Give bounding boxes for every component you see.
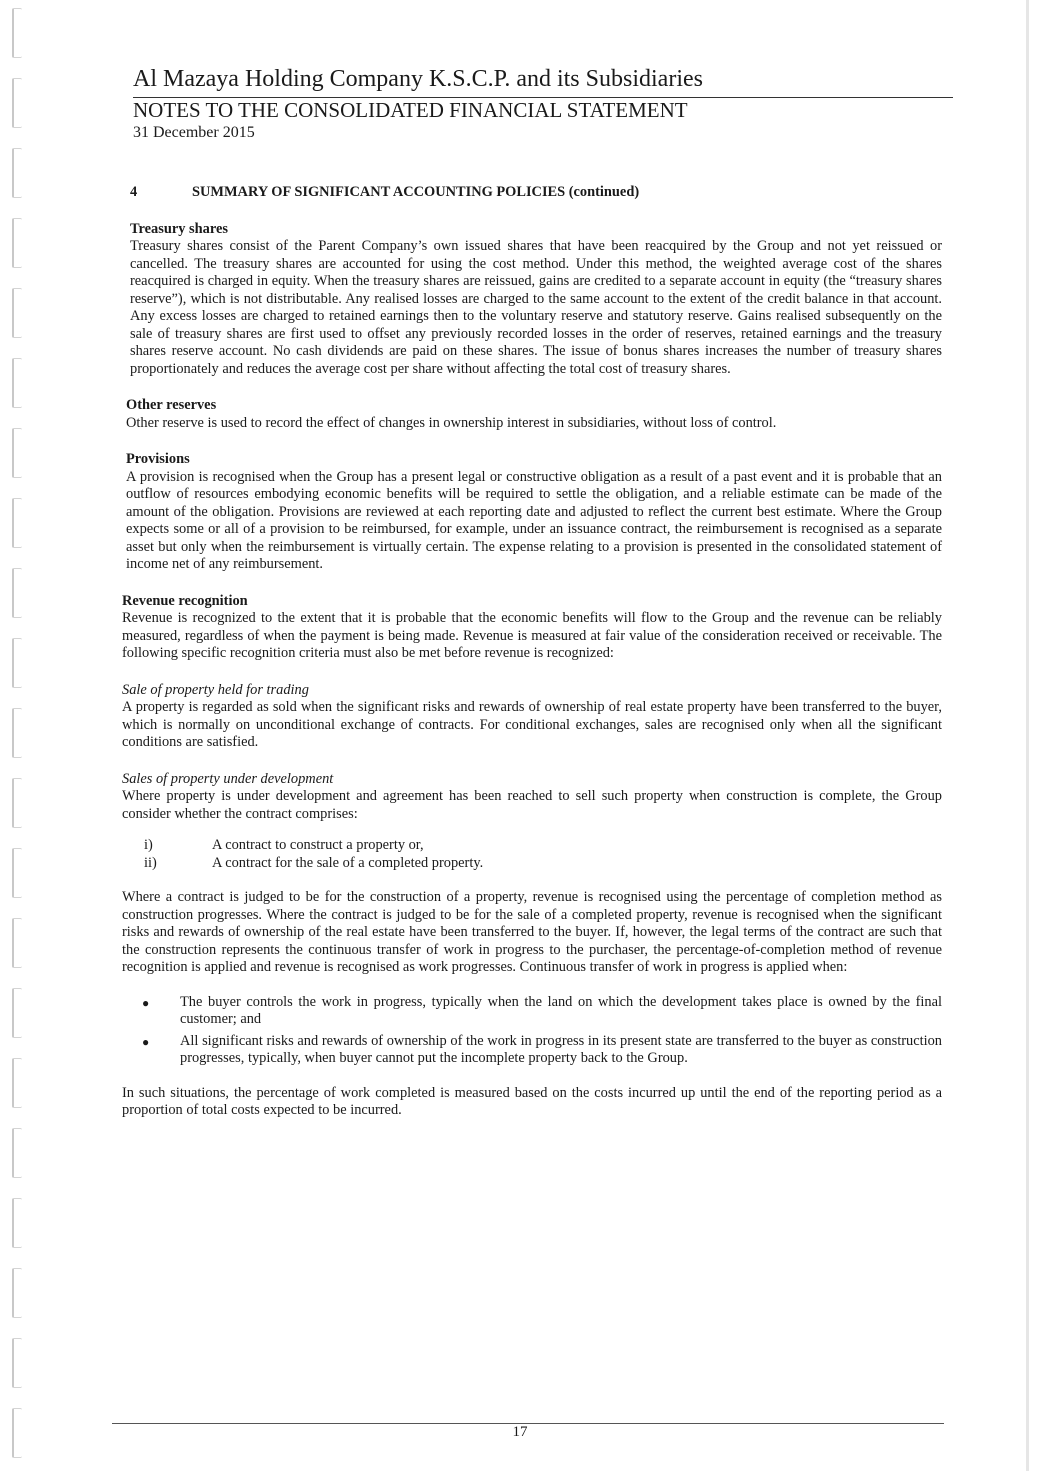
binder-marks	[8, 0, 32, 1471]
sale-trading-text: A property is regarded as sold when the significant risks and rewards of ownership of real estate property have been transferred to the buyer, which is normally on unconditional exchange of contracts. For conditional exchanges, sales are recognised only when all the significant conditions are satisfied.	[122, 699, 942, 750]
revenue-recognition-heading: Revenue recognition	[122, 592, 248, 609]
continuous-transfer-bullets	[142, 994, 942, 1068]
revenue-recognition-text: Revenue is recognized to the extent that it is probable that the economic benefits will flow to the Group and the revenue can be reliably measured, regardless of when the payment is being made. Revenue is measured at fair value of the consideration received or receivable. The following specific recognition criteria must also be met before revenue is recognized:	[122, 610, 942, 661]
bullet-item	[142, 1033, 942, 1068]
list-item-text: A contract for the sale of a completed property.	[212, 854, 484, 871]
bullet-text: All significant risks and rewards of ownership of the work in progress in its present state are transferred to the buyer as construction progresses, typically, when buyer cannot put the incomplete property back to the Group.	[180, 1032, 942, 1066]
bullet-icon: ●	[142, 995, 150, 1010]
page-header	[133, 64, 953, 143]
contract-type-list	[144, 837, 942, 872]
notes-title: NOTES TO THE CONSOLIDATED FINANCIAL STATEMENT	[133, 98, 688, 122]
list-item	[144, 837, 942, 855]
sale-development-text: Where property is under development and agreement has been reached to sell such property when construction is complete, the Group consider whether the contract comprises:	[122, 788, 942, 822]
section-heading	[130, 184, 942, 202]
page-content	[122, 184, 942, 1120]
revenue-recognition-section	[122, 593, 942, 663]
statement-date: 31 December 2015	[133, 124, 255, 141]
provisions-section	[126, 451, 942, 574]
sale-trading-section	[122, 682, 942, 752]
sale-development-section	[122, 771, 942, 1120]
list-item-text: A contract to construct a property or,	[212, 837, 424, 853]
treasury-shares-text: Treasury shares consist of the Parent Company’s own issued shares that have been reacquired by the Group and not yet reissued or cancelled. The treasury shares are accounted for using the cost method. Under this method, the weighted average cost of the shares reacquired is charged in equity. When the treasury shares are reissued, gains are credited to a separate account in equity (the “treasury shares reserve”), which is not distributable. Any realised losses are charged to the same account to the extent of the credit balance in that account. Any excess losses are charged to retained earnings then to the voluntary reserve and statutory reserve. Gains realised subsequently on the sale of treasury shares are first used to offset any previously recorded losses in the order of reserves, retained earnings and the treasury shares reserve account. No cash dividends are paid on these shares. The issue of bonus shares increases the number of treasury shares proportionately and reduces the average cost per share without affecting the total cost of treasury shares.	[130, 238, 942, 377]
section-title: SUMMARY OF SIGNIFICANT ACCOUNTING POLICIES (continued)	[192, 184, 640, 200]
percentage-completion-text: Where a contract is judged to be for the construction of a property, revenue is recognised using the percentage of completion method as construction progresses. Where the contract is judged to be for the sale of a completed property, revenue is recognised when the significant risks and rewards of ownership of the real estate have been transferred to the buyer. If, however, the legal terms of the contract are such that the construction represents the continuous transfer of work in progress to the purchaser, the percentage-of-completion method of revenue recognition is applied and revenue is recognised as work progresses. Continuous transfer of work in progress is applied when:	[122, 889, 942, 975]
sale-trading-heading: Sale of property held for trading	[122, 681, 309, 698]
list-item	[144, 855, 942, 873]
bullet-item	[142, 994, 942, 1029]
bullet-text: The buyer controls the work in progress, typically when the land on which the development takes place is owned by the final customer; and	[180, 993, 942, 1027]
list-item-number: i)	[144, 837, 153, 853]
section-number: 4	[130, 184, 138, 200]
provisions-heading: Provisions	[126, 451, 190, 467]
provisions-text: A provision is recognised when the Group has a present legal or constructive obligation as a result of a past event and it is probable that an outflow of resources embodying economic benefits will be required to settle the obligation, and a reliable estimate can be made of the amount of the obligation. Provisions are reviewed at each reporting date and adjusted to reflect the current best estimate. Where the Group expects some or all of a provision to be reimbursed, for example, under an issuance contract, the reimbursement is recognised as a separate asset but only when the reimbursement is virtually certain. The expense relating to a provision is presented in the consolidated statement of income net of any reimbursement.	[126, 468, 942, 572]
other-reserves-text: Other reserve is used to record the effect of changes in ownership interest in subsidiaries, without loss of control.	[126, 414, 777, 431]
treasury-shares-heading: Treasury shares	[130, 220, 228, 237]
list-item-number: ii)	[144, 854, 157, 871]
bullet-icon: ●	[142, 1034, 150, 1049]
other-reserves-heading: Other reserves	[126, 397, 217, 413]
page-edge-shadow	[1026, 0, 1029, 1471]
treasury-shares-section	[130, 221, 942, 379]
company-name: Al Mazaya Holding Company K.S.C.P. and its Subsidiaries	[133, 66, 703, 92]
work-completed-text: In such situations, the percentage of work completed is measured based on the costs incurred up until the end of the reporting period as a proportion of total costs expected to be incurred.	[122, 1084, 942, 1118]
sale-development-heading: Sales of property under development	[122, 770, 334, 787]
other-reserves-section	[126, 397, 942, 432]
header-rule	[133, 97, 953, 98]
page-number: 17	[512, 1424, 528, 1440]
